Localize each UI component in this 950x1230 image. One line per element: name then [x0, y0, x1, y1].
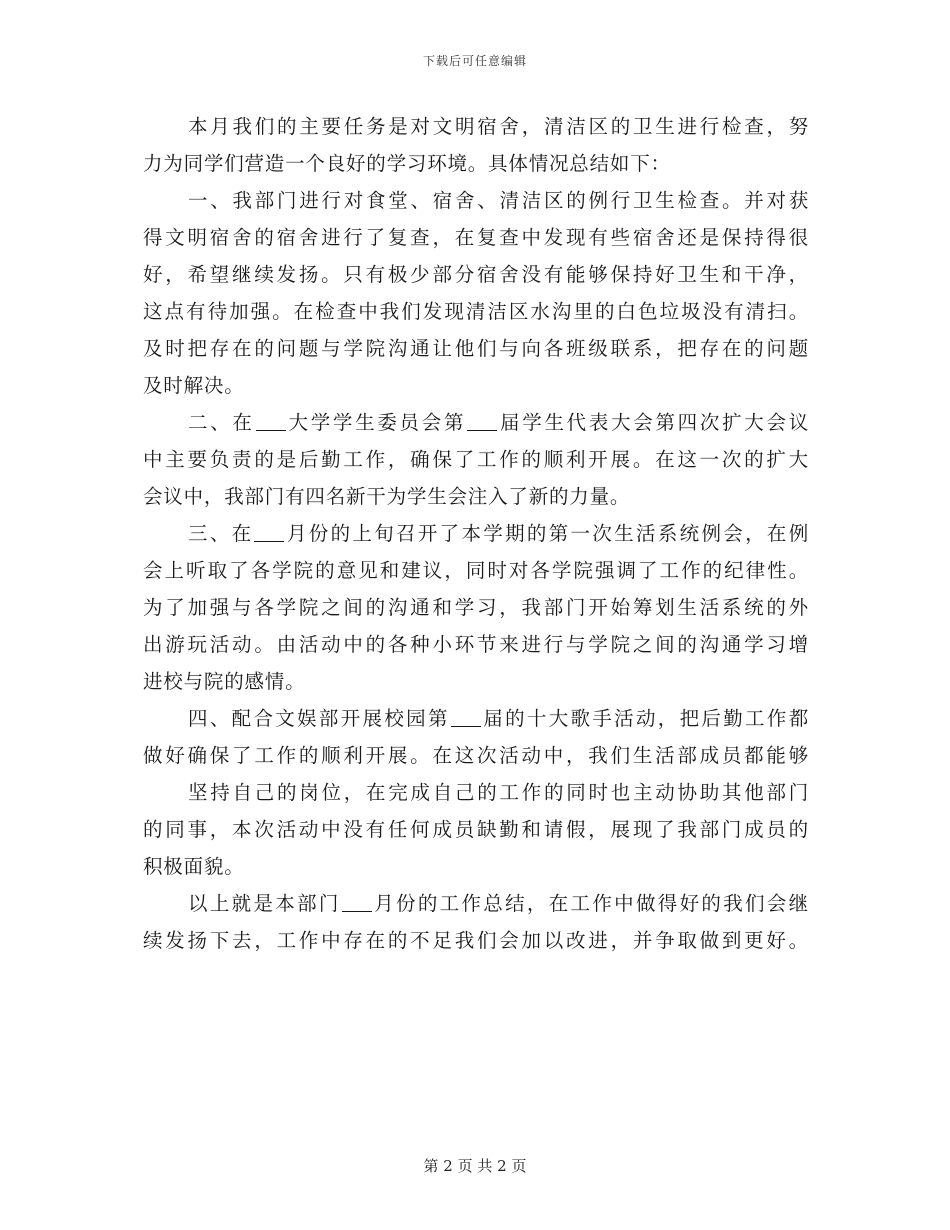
- text-line: 进校与院的感情。: [143, 670, 306, 693]
- text-line: 会议中，我部门有四名新干为学生会注入了新的力量。: [143, 485, 631, 508]
- text-line: 得文明宿舍的宿舍进行了复查，在复查中发现有些宿舍还是保持得很: [143, 226, 809, 249]
- text-line: 续发扬下去，工作中存在的不足我们会加以改进，并争取做到更好。: [143, 929, 809, 952]
- text-segment: 月份的上旬召开了本学期的第一次生活系统例会，在例: [285, 522, 810, 545]
- text-line: 中主要负责的是后勤工作，确保了工作的顺利开展。在这一次的扩大: [143, 448, 809, 471]
- text-segment: 二、在: [188, 411, 255, 434]
- text-line: 及时解决。: [143, 374, 245, 397]
- text-segment: 以上就是本部门: [188, 892, 341, 915]
- text-line: [143, 515, 809, 552]
- text-line: 做好确保了工作的顺利开展。在这次活动中，我们生活部成员都能够: [143, 744, 809, 767]
- text-segment: 大学学生委员会第: [286, 411, 467, 434]
- text-segment: 三、在: [188, 522, 254, 545]
- text-line: 力为同学们营造一个良好的学习环境。具体情况总结如下：: [143, 152, 671, 175]
- text-segment: 月份的工作总结，在工作中做得好的我们会继: [372, 892, 809, 915]
- fill-in-blank: [342, 887, 372, 912]
- text-line: [143, 885, 809, 922]
- text-line: 本月我们的主要任务是对文明宿舍，清洁区的卫生进行检查，努: [188, 115, 809, 138]
- text-line: 及时把存在的问题与学院沟通让他们与向各班级联系，把存在的问题: [143, 337, 809, 360]
- fill-in-blank: [256, 406, 286, 431]
- text-line: 坚持自己的岗位，在完成自己的工作的同时也主动协助其他部门: [188, 781, 809, 804]
- text-line: 会上听取了各学院的意见和建议，同时对各学院强调了工作的纪律性。: [143, 559, 809, 582]
- fill-in-blank: [451, 702, 481, 727]
- text-line: [143, 404, 809, 441]
- text-line: [143, 700, 809, 737]
- text-line: 积极面貌。: [143, 855, 245, 878]
- page-header-note: 下载后可任意编辑: [422, 54, 527, 68]
- text-segment: 届学生代表大会第四次扩大会议: [498, 411, 810, 434]
- fill-in-blank: [254, 517, 284, 542]
- page-footer-page-number: 第 2 页 共 2 页: [423, 1157, 527, 1175]
- fill-in-blank: [467, 406, 497, 431]
- text-line: 一、我部门进行对食堂、宿舍、清洁区的例行卫生检查。并对获: [188, 189, 809, 212]
- text-line: 的同事，本次活动中没有任何成员缺勤和请假，展现了我部门成员的: [143, 818, 809, 841]
- document-body: [143, 108, 809, 959]
- text-segment: 届的十大歌手活动，把后勤工作都: [481, 707, 809, 730]
- text-segment: 四、配合文娱部开展校园第: [188, 707, 450, 730]
- text-line: 出游玩活动。由活动中的各种小环节来进行与学院之间的沟通学习增: [143, 633, 809, 656]
- text-line: 这点有待加强。在检查中我们发现清洁区水沟里的白色垃圾没有清扫。: [143, 300, 809, 323]
- text-line: 好，希望继续发扬。只有极少部分宿舍没有能够保持好卫生和干净，: [143, 263, 809, 286]
- text-line: 为了加强与各学院之间的沟通和学习，我部门开始筹划生活系统的外: [143, 596, 809, 619]
